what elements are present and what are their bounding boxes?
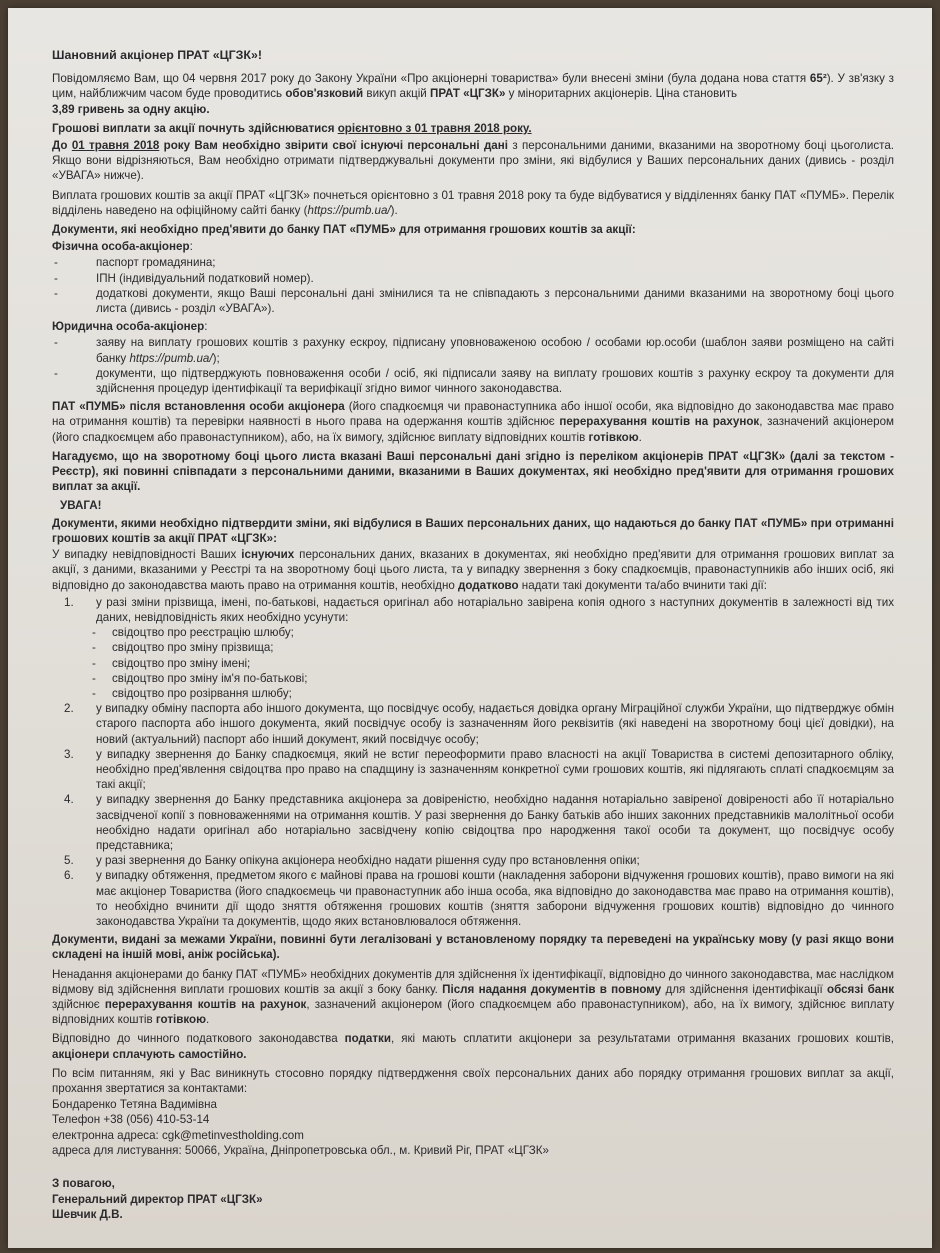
legal-heading-text: Юридична особа-акціонер [52, 320, 205, 334]
failure-paragraph [52, 967, 894, 1028]
reminder-paragraph: Нагадуємо, що на зворотному боці цього листа вказані Ваші персональні дані згідно із переліком акціонерів ПРАТ «ЦГЗК» (далі за текстом - Реєстр), які повинні співпадати з персональними даними, вказаними в Ваших документах, які необхідно пред'явити для отримання грошових виплат за акції. [52, 449, 894, 494]
name-change-docs-list [52, 625, 894, 701]
pumb-text-a: (його спадкоємця чи правонаступника або іншої особи, яка відповідно до законодавства має право на отримання коштів) та перевірки наявності в нього права на одержання коштів здійснює [52, 400, 895, 429]
pumb-bold-c: готівкою [588, 430, 639, 444]
item-text: у випадку звернення до Банку спадкоємця, який не встиг переоформити право власності на акції Товариства в системі депозитарного обліку, необхідно пред'явлення свідоцтва про право на спадщину із зазначенням конкретної суми грошових коштів, які підлягають сплаті спадкоємцям за такі акції; [96, 747, 894, 792]
item-number: 3. [64, 747, 74, 761]
item-number: 6. [64, 869, 74, 883]
attention-intro-a: У випадку невідповідності Ваших [52, 548, 242, 562]
intro-paragraph [52, 71, 894, 117]
pumb-paragraph [52, 399, 894, 445]
legal-docs-list [52, 335, 894, 396]
contact-email[interactable]: електронна адреса: cgk@metinvestholding.com [52, 1128, 304, 1142]
intro-text-d: у міноритарних акціонерів. Ціна становить [505, 87, 738, 101]
failure-text-b: для здійснення ідентифікації [661, 982, 828, 996]
intro-text-b: ). У зв'язку з цим, найближчим часом буде проводитись [52, 72, 894, 101]
legalization-paragraph: Документи, видані за межами України, повинні бути легалізовані у встановленому порядку та переведені на українську мову (у разі якщо вони складені на іншій мові, аніж російська). [52, 933, 894, 962]
verify-pre: До [52, 139, 72, 153]
signature-regards: З повагою, [52, 1177, 115, 1191]
taxes-text-b: , які мають сплатити акціонери за результатами отримання вказаних грошових коштів, [391, 1032, 894, 1046]
legal-item1-text: заяву на виплату грошових коштів з рахунку ескроу, підписану уповноваженою особою / особами юр.особи (шаблон заяви розміщено на сайті банку [96, 336, 894, 365]
article-number: 65² [809, 72, 827, 86]
letter-sheet [8, 8, 932, 1248]
item-text: у випадку звернення до Банку представника акціонера за довіреністю, необхідно надання нотаріально завіреної довіреності або її нотаріально засвідченої копії з повноваженнями на отримання коштів. У разі звернення до Банку батьків або інших законних представників малолітньої особи необхідно надати оригінал або нотаріально засвідчену копію свідоцтва про народження такої особи та документ, що посвідчує особу представника; [96, 793, 894, 852]
physical-docs-list [52, 255, 894, 316]
payout-paragraph [52, 188, 894, 218]
contact-phone: Телефон +38 (056) 410-53-14 [52, 1113, 210, 1127]
failure-text-e: . [205, 1013, 210, 1027]
list-item [52, 747, 894, 793]
intro-company: ПРАТ «ЦГЗК» [429, 87, 506, 101]
list-item: - ІПН (індивідуальний податковий номер). [52, 271, 894, 286]
list-item: - свідоцтво про зміну ім'я по-батькові; [52, 671, 894, 686]
legal-heading: Юридична особа-акціонер: [52, 320, 208, 334]
intro-text-c: викуп акцій [363, 87, 430, 101]
signature-block [52, 1176, 894, 1223]
verify-date: 01 травня 2018 [71, 139, 160, 153]
attention-label: УВАГА! [60, 499, 102, 513]
taxes-text-a: Відповідно до чинного податкового законодавства [52, 1032, 345, 1046]
contacts-intro: По всім питанням, які у Вас виникнуть стосовно порядку підтвердження своїх персональних даних або порядку отримання грошових виплат за акції, прохання звертатися за контактами: [52, 1066, 894, 1095]
payments-start [52, 121, 894, 136]
letter-title: Шановний акціонер ПРАТ «ЦГЗК»! [52, 48, 263, 62]
signature-position: Генеральний директор ПРАТ «ЦГЗК» [52, 1192, 263, 1206]
list-item [52, 868, 894, 929]
failure-bold-c: перерахування коштів на рахунок [104, 997, 307, 1011]
signature-name: Шевчик Д.В. [52, 1208, 123, 1222]
list-item: - паспорт громадянина; [52, 255, 894, 270]
failure-text-a: Ненадання акціонерами до банку ПАТ «ПУМБ» необхідних документів для здійснення їх ідентифікації, відповідно до чинного законодавства, має наслідком відмову від здійснення виплати грошових коштів за акції з боку банку. [52, 967, 894, 996]
list-item [52, 853, 894, 868]
verify-data-paragraph [52, 138, 894, 184]
failure-bold-b: обсязі банк [827, 982, 894, 996]
attention-intro [52, 547, 894, 593]
item-number: 4. [64, 793, 74, 807]
intro-text-a: Повідомляємо Вам, що 04 червня 2017 року до Закону України «Про акціонерні товариства» були внесені зміни (була додана нова стаття [52, 72, 810, 86]
verify-bold: року Вам необхідно звірити свої існуючі персональні дані [159, 139, 508, 153]
share-price: 3,89 гривень за одну акцію. [52, 102, 210, 116]
item-number: 5. [64, 854, 74, 868]
list-item [52, 335, 894, 365]
list-item: - свідоцтво про зміну імені; [52, 656, 894, 671]
attention-list [52, 595, 894, 929]
intro-mandatory: обов'язковий [285, 87, 364, 101]
failure-text-c: здійснює [52, 997, 105, 1011]
list-item: - свідоцтво про зміну прізвища; [52, 640, 894, 655]
pumb-text-c: . [638, 430, 642, 444]
taxes-bold-b: акціонери сплачують самостійно. [52, 1047, 247, 1061]
item-text: у разі звернення до Банку опікуна акціонера необхідно надати рішення суду про встановлення опіки; [96, 854, 640, 868]
contact-name: Бондаренко Тетяна Вадимівна [52, 1098, 217, 1112]
attention-intro-bold: існуючих [241, 548, 295, 562]
list-item: - додаткові документи, якщо Ваші персональні дані змінилися та не співпадають з персональними даними вказаними на зворотному боці цього листа (дивись - розділ «УВАГА»). [52, 286, 894, 316]
attention-heading: Документи, якими необхідно підтвердити зміни, які відбулися в Ваших персональних даних, що надаються до банку ПАТ «ПУМБ» при отриманні грошових коштів за акції ПРАТ «ЦГЗК»: [52, 516, 894, 545]
pumb-bold-a: ПАТ «ПУМБ» після встановлення особи акціонера [52, 400, 345, 414]
item-text: у випадку обтяження, предметом якого є майнові права на грошові кошти (накладення заборони відчуження грошових коштів), право вимоги на які має акціонер Товариства (його спадкоємець чи правонаступник або інша особа, яка відповідно до законодавства має право на отримання коштів), то необхідно вчинити дії щодо зняття обтяження грошових коштів (зняття заборони відчуження грошових коштів) відповідно до чинного законодавства України та документів, щодо яких встановлювалося обтяження. [96, 869, 894, 928]
physical-heading-text: Фізична особа-акціонер [52, 240, 190, 254]
failure-bold-a: Після надання документів в повному [442, 982, 662, 996]
list-item: - свідоцтво про реєстрацію шлюбу; [52, 625, 894, 640]
payments-start-text: Грошові виплати за акції почнуть здійснюватися [52, 121, 338, 135]
attention-intro-b: персональних даних, вказаних в документах, які необхідно пред'явити для отримання грошових виплат за акції, з даними, вказаними у Реєстрі та на зворотному боці цього листа, та у випадку звернення з боку спадкоємців, правонаступників або інших осіб, які відповідно до законодавства мають право на отримання коштів, необхідно [52, 548, 894, 592]
item-text: у разі зміни прізвища, імені, по-батькові, надається оригінал або нотаріально завірена копія одного з наступних документів в залежності від тих даних, невідповідність яких необхідно усунути: [96, 595, 894, 624]
letter-body [52, 48, 894, 1223]
docs-heading: Документи, які необхідно пред'явити до банку ПАТ «ПУМБ» для отримання грошових коштів за акції: [52, 223, 636, 237]
failure-bold-d: готівкою [155, 1013, 206, 1027]
taxes-paragraph [52, 1031, 894, 1061]
verify-rest: з персональними даними, вказаними на зворотному боці цьоголиста. Якщо вони відрізняються, Вам необхідно отримати підтверджувальні документи про зміни, які відбулися у Ваших персональних даних (дивись - розділ «УВАГА» нижче). [52, 139, 894, 183]
failure-text-d: , зазначений акціонером (його спадкоємцем або правонаступником), або, на їх вимогу, здійснює виплату відповідних коштів [52, 997, 894, 1027]
item-number: 2. [64, 702, 74, 716]
taxes-bold-a: податки [344, 1032, 391, 1046]
list-item [52, 595, 894, 701]
pumb-bold-b: перерахування коштів на рахунок [559, 415, 760, 429]
pumb-text-b: , зазначений акціонером (його спадкоємцем або правонаступником), або, на їх вимогу, здійснює виплату відповідних коштів [52, 415, 895, 444]
payments-start-date: орієнтовно з 01 травня 2018 року. [337, 121, 532, 135]
payout-end: ). [390, 203, 398, 217]
list-item: - свідоцтво про розірвання шлюбу; [52, 686, 894, 701]
list-item [52, 701, 894, 747]
attention-intro-bold2: додатково [458, 578, 519, 592]
list-item [52, 792, 894, 853]
legal-item1-end: ); [212, 351, 220, 365]
item-text: у випадку обміну паспорта або іншого документа, що посвідчує особу, надається довідка органу Міграційної служби України, що підтверджує обмін старого паспорта або іншого документа, який посвідчує особу із зазначенням його реквізитів (які наведені на зворотному боці цієї довідки), на новий (актуальний) паспорт або інший документ, який посвідчує особу; [96, 702, 894, 746]
contact-address: адреса для листування: 50066, Україна, Дніпропетровська обл., м. Кривий Ріг, ПРАТ «ЦГЗК» [52, 1143, 549, 1157]
physical-heading: Фізична особа-акціонер: [52, 240, 193, 254]
item-number: 1. [64, 595, 74, 609]
bank-url[interactable]: https://pumb.ua/ [307, 203, 391, 217]
bank-url[interactable]: https://pumb.ua/ [129, 351, 213, 365]
payout-text: Виплата грошових коштів за акції ПРАТ «ЦГЗК» почнеться орієнтовно з 01 травня 2018 року та буде відбуватися у відділеннях банку ПАТ «ПУМБ». Перелік відділень наведено на офіційному сайті банку ( [52, 188, 894, 217]
attention-intro-c: надати такі документи та/або вчинити такі дії: [518, 578, 767, 592]
list-item: - документи, що підтверджують повноваження особи / осіб, які підписали заяву на виплату грошових коштів з рахунку ескроу та документи для здійснення процедур ідентифікації та верифікації згідно вимог чинного законодавства. [52, 366, 894, 396]
